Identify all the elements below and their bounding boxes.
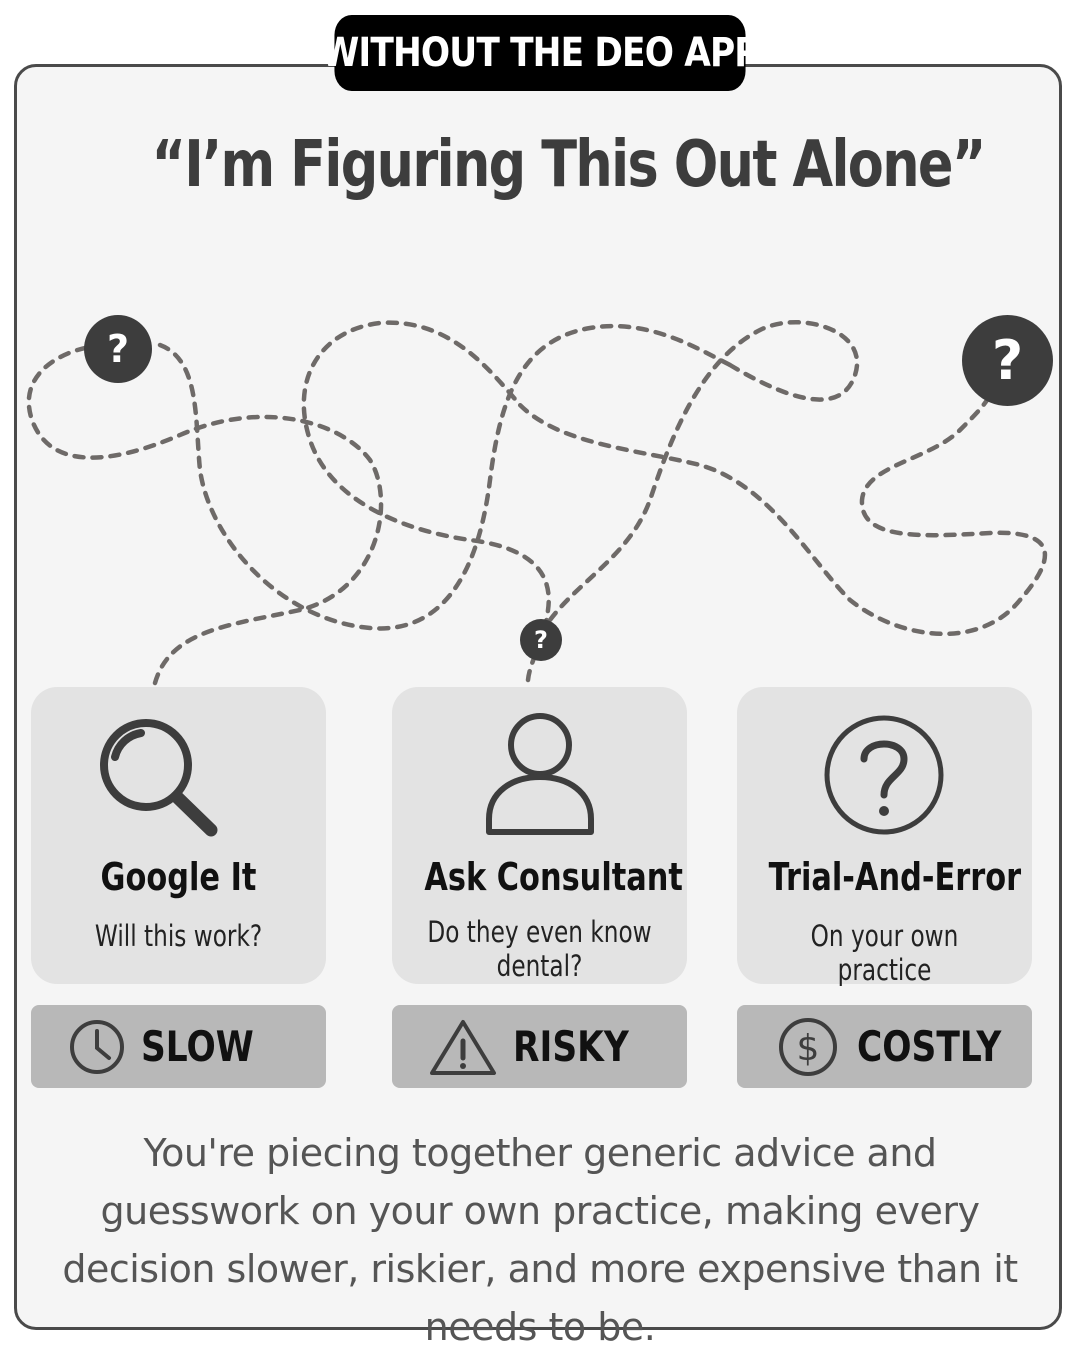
card-title: Trial-And-Error [768,855,1022,899]
badge-risky [392,1005,687,1088]
card-ask-consultant [392,687,687,984]
card-subtitle: On your own practice [810,919,959,987]
card-trial-and-error [737,687,1032,987]
magnifying-glass-icon [31,687,326,847]
warning-triangle-icon [428,1017,498,1077]
card-title: Google It [100,855,257,899]
question-mark-icon: ? [520,619,562,661]
dollar-coin-icon [778,1017,838,1077]
tangled-path-line [550,322,857,620]
badge-costly [737,1005,1032,1088]
tangled-path-line [29,345,381,683]
svg-text:$: $ [796,1028,820,1069]
tangled-path-line [304,323,1045,680]
section-label-text: WITHOUT THE DEO APP [321,30,759,76]
badge-slow [31,1005,326,1088]
badge-label: COSTLY [857,1022,1002,1071]
question-mark-icon: ? [84,315,152,383]
question-mark-icon: ? [962,315,1053,406]
card-subtitle: Do they even know dental? [427,915,652,983]
summary-text: You're piecing together generic advice and guesswork on your own practice, making every decision slower, riskier, and more expensive than it needs to be. [62,1131,1018,1349]
headline-text: “I’m Figuring This Out Alone” [151,128,985,202]
tangled-path-line [160,326,730,628]
clock-icon [67,1017,127,1077]
badge-label: SLOW [141,1022,254,1071]
person-icon [392,687,687,847]
badge-label: RISKY [513,1022,629,1071]
question-circle-icon [737,687,1032,847]
card-google-it [31,687,326,984]
card-title: Ask Consultant [424,855,683,899]
card-subtitle: Will this work? [94,919,263,953]
